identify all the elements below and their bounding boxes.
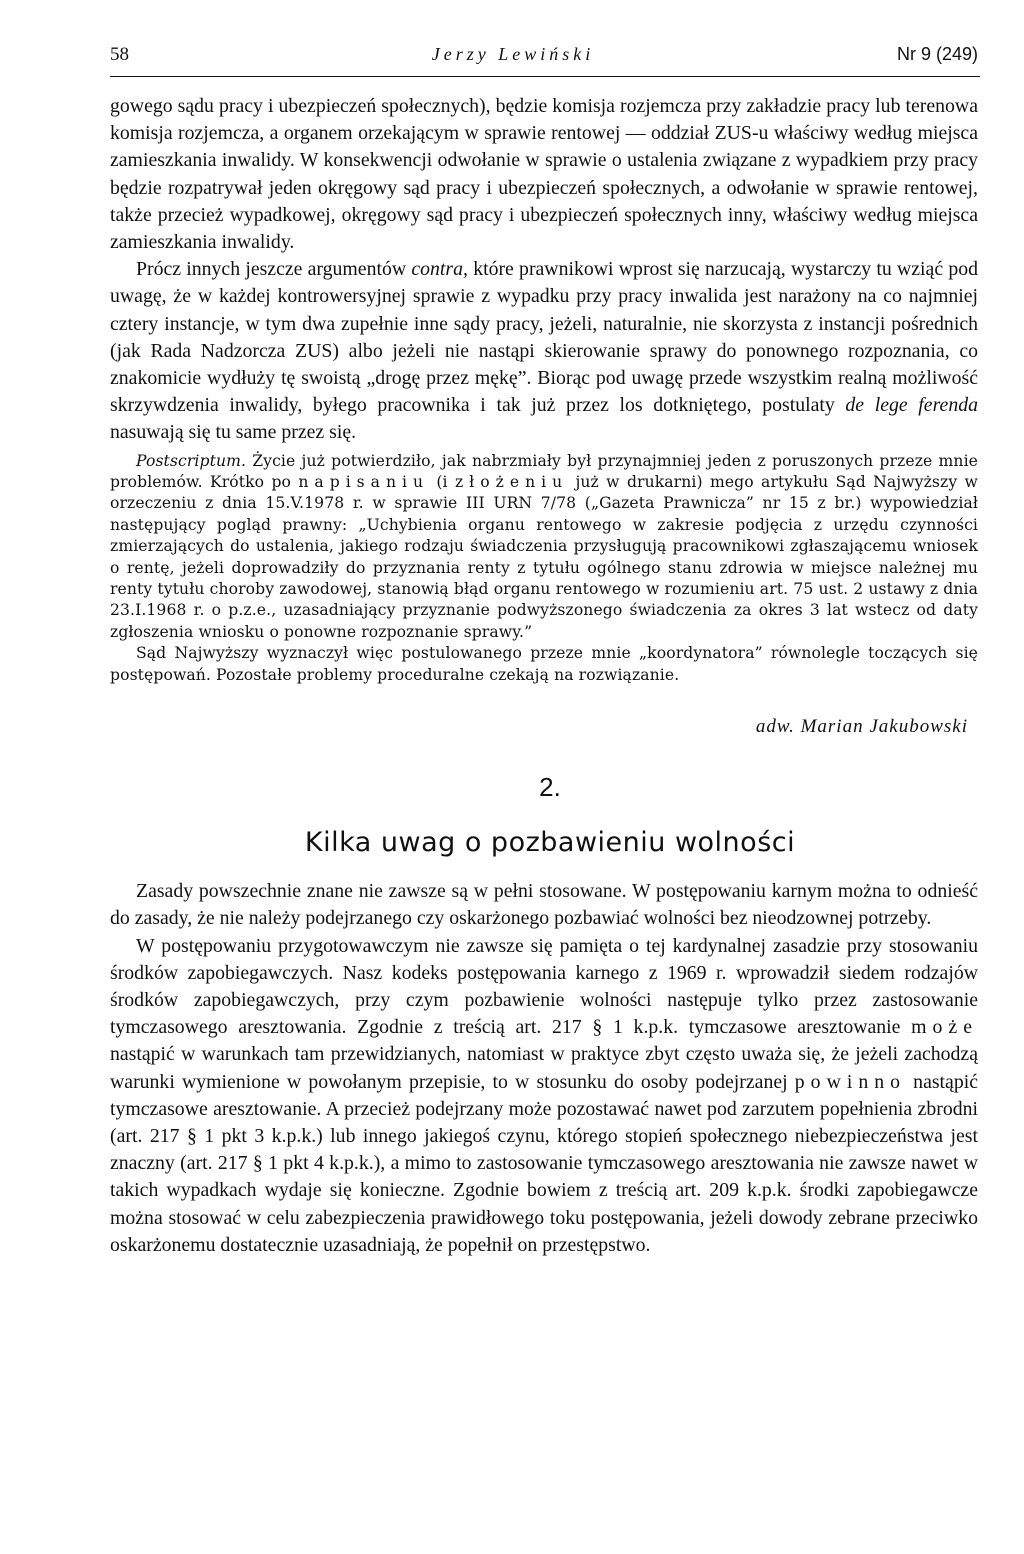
paragraph: Prócz innych jeszcze argumentów contra, które prawnikowi wprost się narzucają, wystarczy tu wziąć pod uwagę, że w każdej kontrowersyjnej sprawie z wypadku przy pracy inwalida jest narażony na co najmniej cztery instancje, w tym dwa zupełnie inne sądy pracy, jeżeli, naturalnie, nie skorzysta z instancji pośrednich (jak Rada Nadzorcza ZUS) albo jeżeli nie nastąpi skierowanie sprawy do ponownego rozpoznania, co znakomicie wydłuży tę swoistą „drogę przez mękę”. Biorąc pod uwagę przede wszystkim realną możliwość skrzywdzenia inwalidy, byłego pracownika i tak już przez los dotkniętego, postulaty de lege ferenda nasuwają się tu same przez się. xyxy=(110,258,978,444)
page-number: 58 xyxy=(110,44,129,65)
italic-term: de lege ferenda xyxy=(845,394,978,417)
paragraph: Zasady powszechnie znane nie zawsze są w pełni stosowane. W postępowaniu karnym można to odnieść do zasady, że nie należy podejrzanego czy oskarżonego pozbawiać wolności bez nieodzownej potrzeby. xyxy=(110,880,978,930)
section-number: 2. xyxy=(539,772,561,803)
postscript-label: Postscriptum. xyxy=(136,451,247,470)
postscript xyxy=(110,451,978,686)
postscript-paragraph: Sąd Najwyższy wyznaczył więc postulowanego przeze mnie „koordynatora” równolegle toczących się postępowań. Pozostałe problemy proceduralne czekają na rozwiązanie. xyxy=(110,644,978,684)
author-signature: adw. Marian Jakubowski xyxy=(755,716,968,738)
postscript-paragraph: Postscriptum. Życie już potwierdziło, jak nabrzmiały był przynajmniej jeden z poruszonych przeze mnie problemów. Krótko po napisaniu (i złożeniu już w drukarni) mego artykułu Sąd Najwyższy w orzeczeniu z dnia 15.V.1978 r. w sprawie III URN 7/78 („Gazeta Prawnicza” nr 15 z br.) wypowiedział następujący pogląd prawny: „Uchybienia organu rentowego w zakresie podjęcia z urzędu czynności zmierzających do ustalenia, jakiego rodzaju świadczenia przysługują pracownikowi zgłaszającemu wniosek o rentę, jeżeli doprowadziły do przyznania renty z tytułu ogólnego stanu zdrowia w miejsce należnej mu renty tytułu choroby zawodowej, stanowią błąd organu rentowego w rozumieniu art. 75 ust. 2 ustawy z dnia 23.I.1968 r. o p.z.e., uzasadniający przyznanie podwyższonego świadczenia za okres 3 lat wstecz od daty zgłoszenia wniosku o ponowne rozpoznanie sprawy.” xyxy=(110,451,979,641)
section-body xyxy=(110,878,978,1259)
issue-number: Nr 9 (249) xyxy=(896,44,978,64)
paragraph: W postępowaniu przygotowawczym nie zawsze się pamięta o tej kardynalnej zasadzie przy stosowaniu środków zapobiegawczych. Nasz kodeks postępowania karnego z 1969 r. wprowadził siedem rodzajów środków zapobiegawczych, przy czym pozbawienie wolności następuje tylko przez zastosowanie tymczasowego aresztowania. Zgodnie z treścią art. 217 § 1 k.p.k. tymczasowe aresztowanie może nastąpić w warunkach tam przewidzianych, natomiast w praktyce zbyt często uważa się, że jeżeli zachodzą warunki wymienione w powołanym przepisie, to w stosunku do osoby podejrzanej powinno nastąpić tymczasowe aresztowanie. A przecież podejrzany może pozostawać nawet pod zarzutem popełnienia zbrodni (art. 217 § 1 pkt 3 k.p.k.) lub innego jakiegoś czynu, którego stopień społecznego niebezpieczeństwa jest znaczny (art. 217 § 1 pkt 4 k.p.k.), a mimo to zastosowanie tymczasowego aresztowania nie zawsze nawet w takich wypadkach wydaje się konieczne. Zgodnie bowiem z treścią art. 209 k.p.k. środki zapobiegawcze można stosować w celu zabezpieczenia prawidłowego toku postępowania, jeżeli dowody zebrane przeciwko oskarżonemu dostatecznie uzasadniają, że popełnił on przestępstwo. xyxy=(110,934,978,1256)
italic-term: contra, xyxy=(411,258,468,281)
section-title: Kilka uwag o pozbawieniu wolności xyxy=(304,827,796,859)
running-header xyxy=(110,44,980,77)
article-body xyxy=(110,93,978,447)
running-author: Jerzy Lewiński xyxy=(431,44,595,64)
paragraph: gowego sądu pracy i ubezpieczeń społecznych), będzie komisja rozjemcza przy zakładzie pracy lub terenowa komisja rozjemcza, a organem orzekającym w sprawie rentowej — oddział ZUS-u właściwy według miejsca zamieszkania inwalidy. W konsekwencji odwołanie w sprawie o ustalenia związane z wypadkiem przy pracy będzie rozpatrywał jeden okręgowy sąd pracy i ubezpieczeń społecznych, a odwołanie w sprawie rentowej, także przecież wypadkowej, okręgowy sąd pracy i ubezpieczeń społecznych inny, właściwy według miejsca zamieszkania inwalidy. xyxy=(110,95,978,254)
